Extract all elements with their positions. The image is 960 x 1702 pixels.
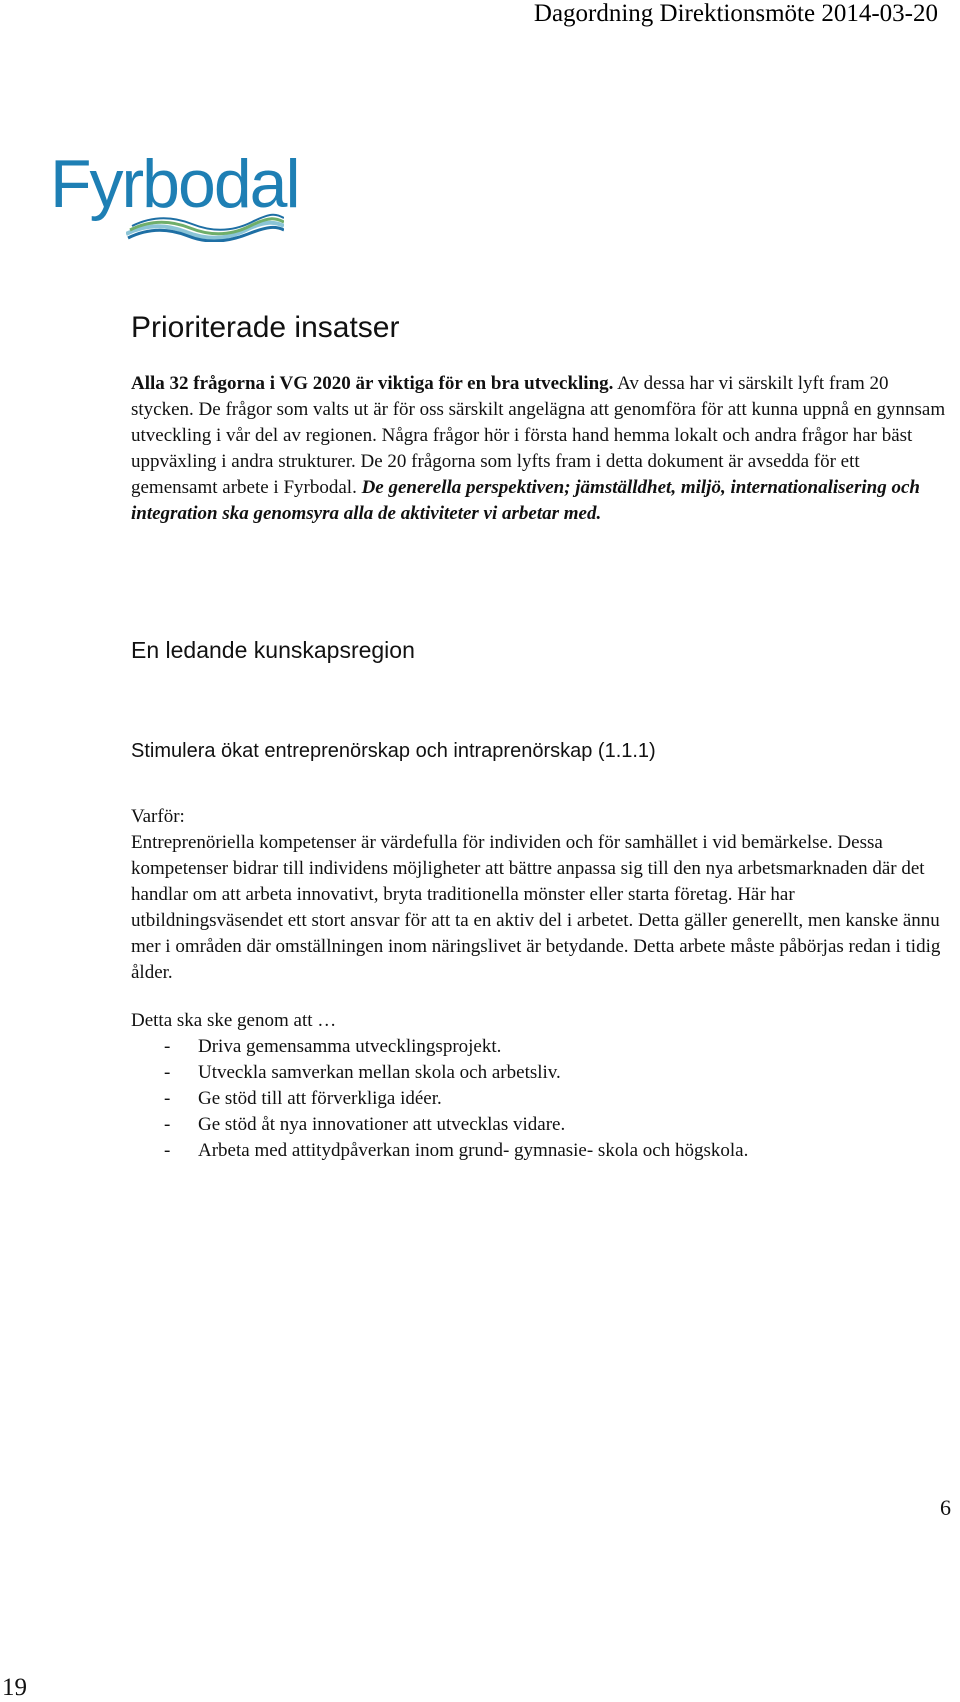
inner-page-number: 6 [940,1495,951,1520]
bullet-dash: - [164,1062,171,1083]
list-item-text: Ge stöd till att förverkliga idéer. [198,1088,442,1109]
logo-waves-icon [126,212,284,242]
list-item-text: Utveckla samverkan mellan skola och arbetsliv. [198,1062,561,1083]
list-item-text: Arbeta med attitydpåverkan inom grund- gymnasie- skola och högskola. [198,1140,749,1161]
list-item [131,1060,946,1086]
why-paragraph: Entreprenöriella kompetenser är värdefulla för individen och för samhället i vid bemärkelse. Dessa kompetenser bidrar till individens möjligheter att bättre anpassa sig till den nya arbetsmarknaden där det handlar om att arbeta innovativt, bryta traditionella mönster eller starta företag. Här har utbildningsväsendet ett stort ansvar för att ta en aktiv del i arbetet. Detta gäller generellt, men kanske ännu mer i områden där omställningen inom näringslivet är betydande. Detta arbete måste påbörjas redan i tidig ålder. [131,832,941,983]
list-item-text: Ge stöd åt nya innovationer att utvecklas vidare. [198,1114,566,1135]
bullet-dash: - [164,1140,171,1161]
document-header-title: Dagordning Direktionsmöte 2014-03-20 [533,0,938,27]
bullet-dash: - [164,1088,171,1109]
action-list [131,1034,946,1164]
list-item [131,1112,946,1138]
list-item [131,1138,946,1164]
fyrbodal-logo [50,146,299,242]
section-heading-prioriterade: Prioriterade insatser [131,311,400,344]
why-label: Varför: [131,806,185,827]
outer-page-number: 19 [2,1674,27,1701]
intro-body-text: Av dessa har vi särskilt lyft fram 20 stycken. De frågor som valts ut är för oss särskilt angelägna att genomföra för att kunna uppnå en gynnsam utveckling i vår del av regionen. Några frågor hör i första hand hemma lokalt och andra frågor har bäst uppväxling i andra strukturer. De 20 frågorna som lyfts fram i detta dokument är avsedda för ett gemensamt arbete i Fyrbodal. [131,373,946,498]
list-item-text: Driva gemensamma utvecklingsprojekt. [198,1036,502,1057]
list-item [131,1086,946,1112]
page-content [131,310,946,1164]
subsection-heading-entreprenorskap: Stimulera ökat entreprenörskap och intraprenörskap (1.1.1) [131,740,656,762]
bullet-dash: - [164,1114,171,1135]
logo-wordmark: Fyrbodal [50,146,299,222]
how-label: Detta ska ske genom att … [131,1010,337,1031]
intro-bold-italic-text: De generella perspektiven; jämställdhet, miljö, internationalisering och integration ska genomsyra alla de aktiviteter vi arbetar med. [131,477,920,524]
bullet-dash: - [164,1036,171,1057]
intro-paragraph [131,371,946,527]
intro-bold-sentence: Alla 32 frågorna i VG 2020 är viktiga för en bra utveckling. [131,373,614,394]
section-heading-kunskapsregion: En ledande kunskapsregion [131,637,415,663]
list-item [131,1034,946,1060]
